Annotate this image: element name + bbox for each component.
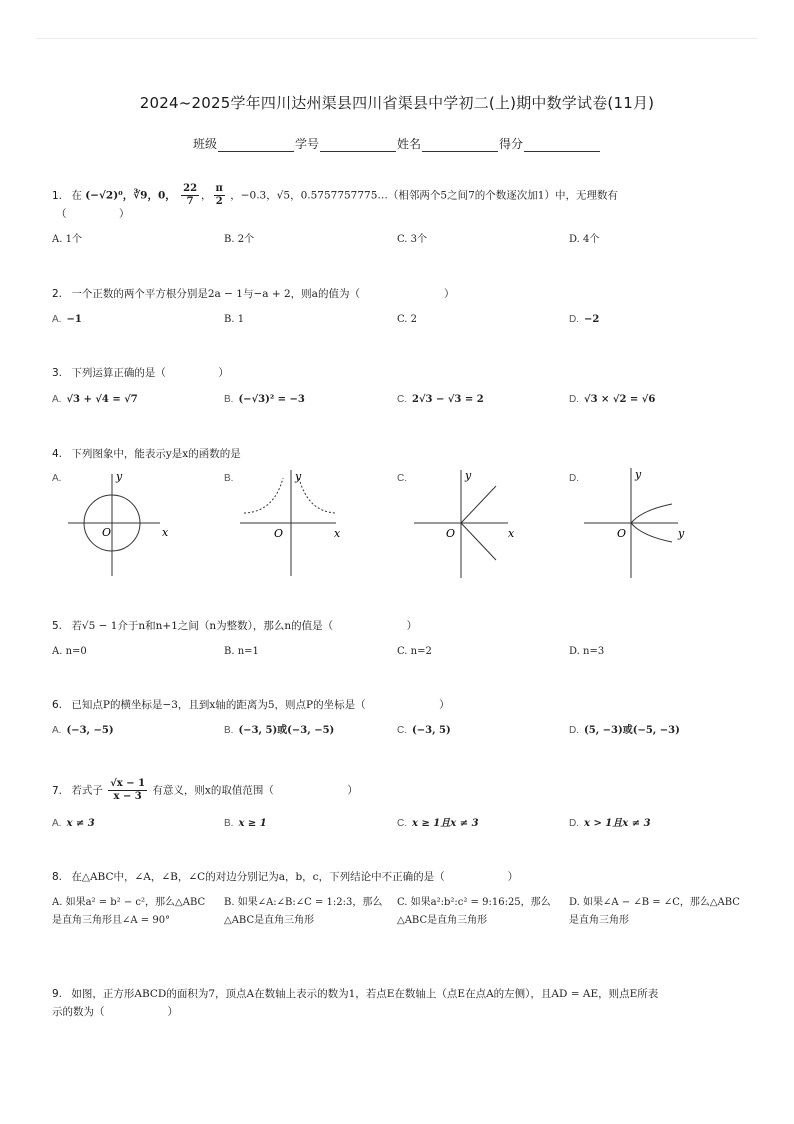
question-number: 1. (52, 189, 63, 202)
option-a[interactable] (52, 816, 95, 832)
question-number: 6. (52, 699, 63, 711)
id-field[interactable] (320, 139, 396, 152)
x-axis-label: x (334, 527, 341, 540)
fraction-numerator: π (215, 183, 223, 194)
option-letter: A. (52, 314, 62, 325)
option-c-label[interactable]: C. (397, 473, 407, 484)
right-branch (299, 478, 336, 513)
option-letter: A. (52, 394, 62, 405)
graph-d-parabola[interactable] (582, 466, 692, 582)
option-math: √3 + √4 = √7 (66, 394, 138, 405)
y-axis-label: y (116, 470, 123, 483)
fraction-numerator: 22 (183, 183, 198, 194)
option-b[interactable]: B. n=1 (224, 646, 259, 657)
option-b[interactable]: B. 1 (224, 314, 245, 325)
option-c[interactable] (397, 816, 479, 832)
option-a[interactable]: A. n=0 (52, 646, 87, 657)
option-a[interactable]: A. 如果a² = b² − c²，那么△ABC是直角三角形且∠A = 90° (52, 897, 206, 926)
option-letter: B. (224, 725, 234, 736)
graph-b-hyperbolic[interactable] (236, 466, 348, 582)
fraction-denominator: 7 (186, 196, 194, 207)
name-field[interactable] (422, 139, 498, 152)
option-a[interactable] (52, 392, 138, 408)
x-axis-label: x (508, 527, 515, 540)
question-number: 4. (52, 448, 63, 460)
option-d[interactable] (569, 392, 655, 408)
option-letter: D. (569, 818, 579, 829)
question-stem: 下列图象中，能表示y是x的函数的是 (71, 448, 241, 460)
question-1: 1. 在 (−√2)⁰，∛9，0， $\frac{22}{7}$ ， $\frac{\pi}{2}$ ，−0.3，√5，0.5757757775…（相邻两个5之间7的个数逐次加1）中，无理数有 (52, 183, 618, 207)
option-math: x ≥ 1且x ≠ 3 (412, 818, 479, 829)
option-letter: A. (52, 818, 62, 829)
score-field[interactable] (524, 139, 600, 152)
option-b[interactable] (224, 392, 305, 408)
question-stem-cont: ，−0.3，√5，0.5757757775…（相邻两个5之间7的个数逐次加1）中，无理数有 (230, 189, 618, 202)
option-d[interactable] (569, 312, 599, 328)
option-c[interactable]: C. n=2 (397, 646, 432, 657)
question-stem: 一个正数的两个平方根分别是2a − 1与−a + 2，则a的值为（ ） (71, 288, 455, 300)
lower-ray (461, 523, 496, 560)
id-label: 学号 (294, 137, 319, 151)
option-c[interactable]: C. 3个 (397, 234, 428, 245)
option-math: −2 (584, 314, 600, 325)
fraction (214, 183, 225, 208)
option-math: (−3, 5) (412, 725, 451, 736)
option-letter: B. (224, 394, 234, 405)
fraction (181, 183, 199, 208)
option-c[interactable]: C. 2 (397, 314, 418, 325)
fraction-denominator: 2 (215, 196, 223, 207)
origin-label: O (274, 527, 284, 540)
option-letter: A. (52, 725, 62, 736)
question-number: 3. (52, 367, 63, 379)
y-axis-label: y (295, 470, 302, 483)
question-7 (52, 778, 752, 803)
question-4 (52, 446, 752, 462)
option-b[interactable] (224, 723, 334, 739)
y-axis-label: y (635, 468, 642, 481)
option-letter: C. (397, 725, 407, 736)
option-a[interactable]: A. 1个 (52, 234, 82, 245)
option-letter: D. (569, 314, 579, 325)
option-c[interactable] (397, 392, 484, 408)
option-d[interactable] (569, 723, 680, 739)
page-title: 2024~2025学年四川达州渠县四川省渠县中学初二(上)期中数学试卷(11月) (139, 94, 655, 112)
question-math: (−√2)⁰，∛9，0， (85, 189, 176, 202)
name-label: 姓名 (397, 137, 422, 151)
question-2 (52, 286, 752, 302)
option-d-label[interactable]: D. (569, 473, 579, 484)
option-b[interactable]: B. 如果∠A:∠B:∠C = 1:2:3，那么△ABC是直角三角形 (224, 897, 383, 926)
question-5 (52, 618, 752, 634)
question-stem: 若式子 (71, 784, 103, 797)
score-label: 得分 (499, 137, 524, 151)
upper-ray (461, 486, 496, 523)
origin-label: O (446, 527, 456, 540)
option-b[interactable]: B. 2个 (224, 234, 255, 245)
fraction-denominator: x − 3 (113, 791, 142, 802)
option-a-label[interactable]: A. (52, 473, 62, 484)
option-d[interactable]: D. 如果∠A − ∠B = ∠C，那么△ABC是直角三角形 (569, 897, 740, 926)
x-axis-label: x (162, 526, 169, 539)
option-math: (−3, −5) (66, 725, 114, 736)
option-a[interactable] (52, 312, 82, 328)
option-c[interactable] (397, 723, 451, 739)
option-b[interactable] (224, 816, 267, 832)
option-math: x ≠ 3 (66, 818, 95, 829)
option-d[interactable] (569, 816, 651, 832)
option-b-label[interactable]: B. (224, 473, 234, 484)
question-stem: 下列运算正确的是（ ） (71, 367, 229, 379)
question-stem: 如图，正方形ABCD的面积为7，顶点A在数轴上表示的数为1，若点E在数轴上（点E在点A的左侧），且AD = AE，则点E所表 (71, 988, 659, 1000)
question-1-blank: （ ） (56, 208, 130, 220)
option-letter: D. (569, 725, 579, 736)
left-branch (244, 478, 283, 513)
option-math: x > 1且x ≠ 3 (584, 818, 651, 829)
question-9 (52, 986, 772, 1002)
question-number: 8. (52, 871, 63, 883)
option-math: x ≥ 1 (238, 818, 267, 829)
question-stem: 若√5 − 1介于n和n+1之间（n为整数），那么n的值是（ ） (71, 620, 418, 632)
question-8 (52, 869, 752, 885)
question-number: 5. (52, 620, 63, 632)
fraction (108, 778, 147, 803)
question-9-line2: 示的数为（ ） (52, 1006, 178, 1018)
option-math: (−3, 5)或(−3, −5) (238, 725, 335, 736)
option-math: 2√3 − √3 = 2 (412, 394, 484, 405)
origin-label: O (617, 527, 627, 540)
question-6 (52, 697, 752, 713)
x-axis-label: y (678, 527, 685, 540)
option-d[interactable]: D. 4个 (569, 234, 600, 245)
graph-c-rays[interactable] (412, 466, 522, 582)
option-math: −1 (66, 314, 82, 325)
option-c[interactable]: C. 如果a²:b²:c² = 9:16:25，那么△ABC是直角三角形 (397, 897, 551, 926)
option-letter: D. (569, 394, 579, 405)
option-math: (−√3)² = −3 (238, 394, 305, 405)
option-letter: C. (397, 394, 407, 405)
question-3 (52, 365, 752, 381)
option-a[interactable] (52, 723, 114, 739)
student-info-line (0, 135, 794, 152)
class-field[interactable] (218, 139, 294, 152)
option-letter: C. (397, 818, 407, 829)
y-axis-label: y (465, 469, 472, 482)
option-d[interactable]: D. n=3 (569, 646, 605, 657)
option-math: √3 × √2 = √6 (584, 394, 656, 405)
class-label: 班级 (192, 137, 217, 151)
question-stem-cont: 有意义，则x的取值范围（ ） (152, 784, 358, 797)
question-stem: 在 (71, 189, 82, 202)
question-number: 2. (52, 288, 63, 300)
fraction-numerator: √x − 1 (110, 778, 146, 789)
option-letter: B. (224, 818, 234, 829)
question-number: 9. (52, 988, 63, 1000)
question-number: 7. (52, 784, 63, 797)
graph-a-circle[interactable] (64, 466, 174, 582)
header-divider (36, 38, 758, 39)
option-math: (5, −3)或(−5, −3) (584, 725, 680, 736)
question-stem: 已知点P的横坐标是−3，且到x轴的距离为5，则点P的坐标是（ ） (71, 699, 450, 711)
origin-label: O (102, 526, 112, 539)
question-stem: 在△ABC中，∠A，∠B，∠C的对边分别记为a，b，c，下列结论中不正确的是（ ） (71, 871, 519, 883)
